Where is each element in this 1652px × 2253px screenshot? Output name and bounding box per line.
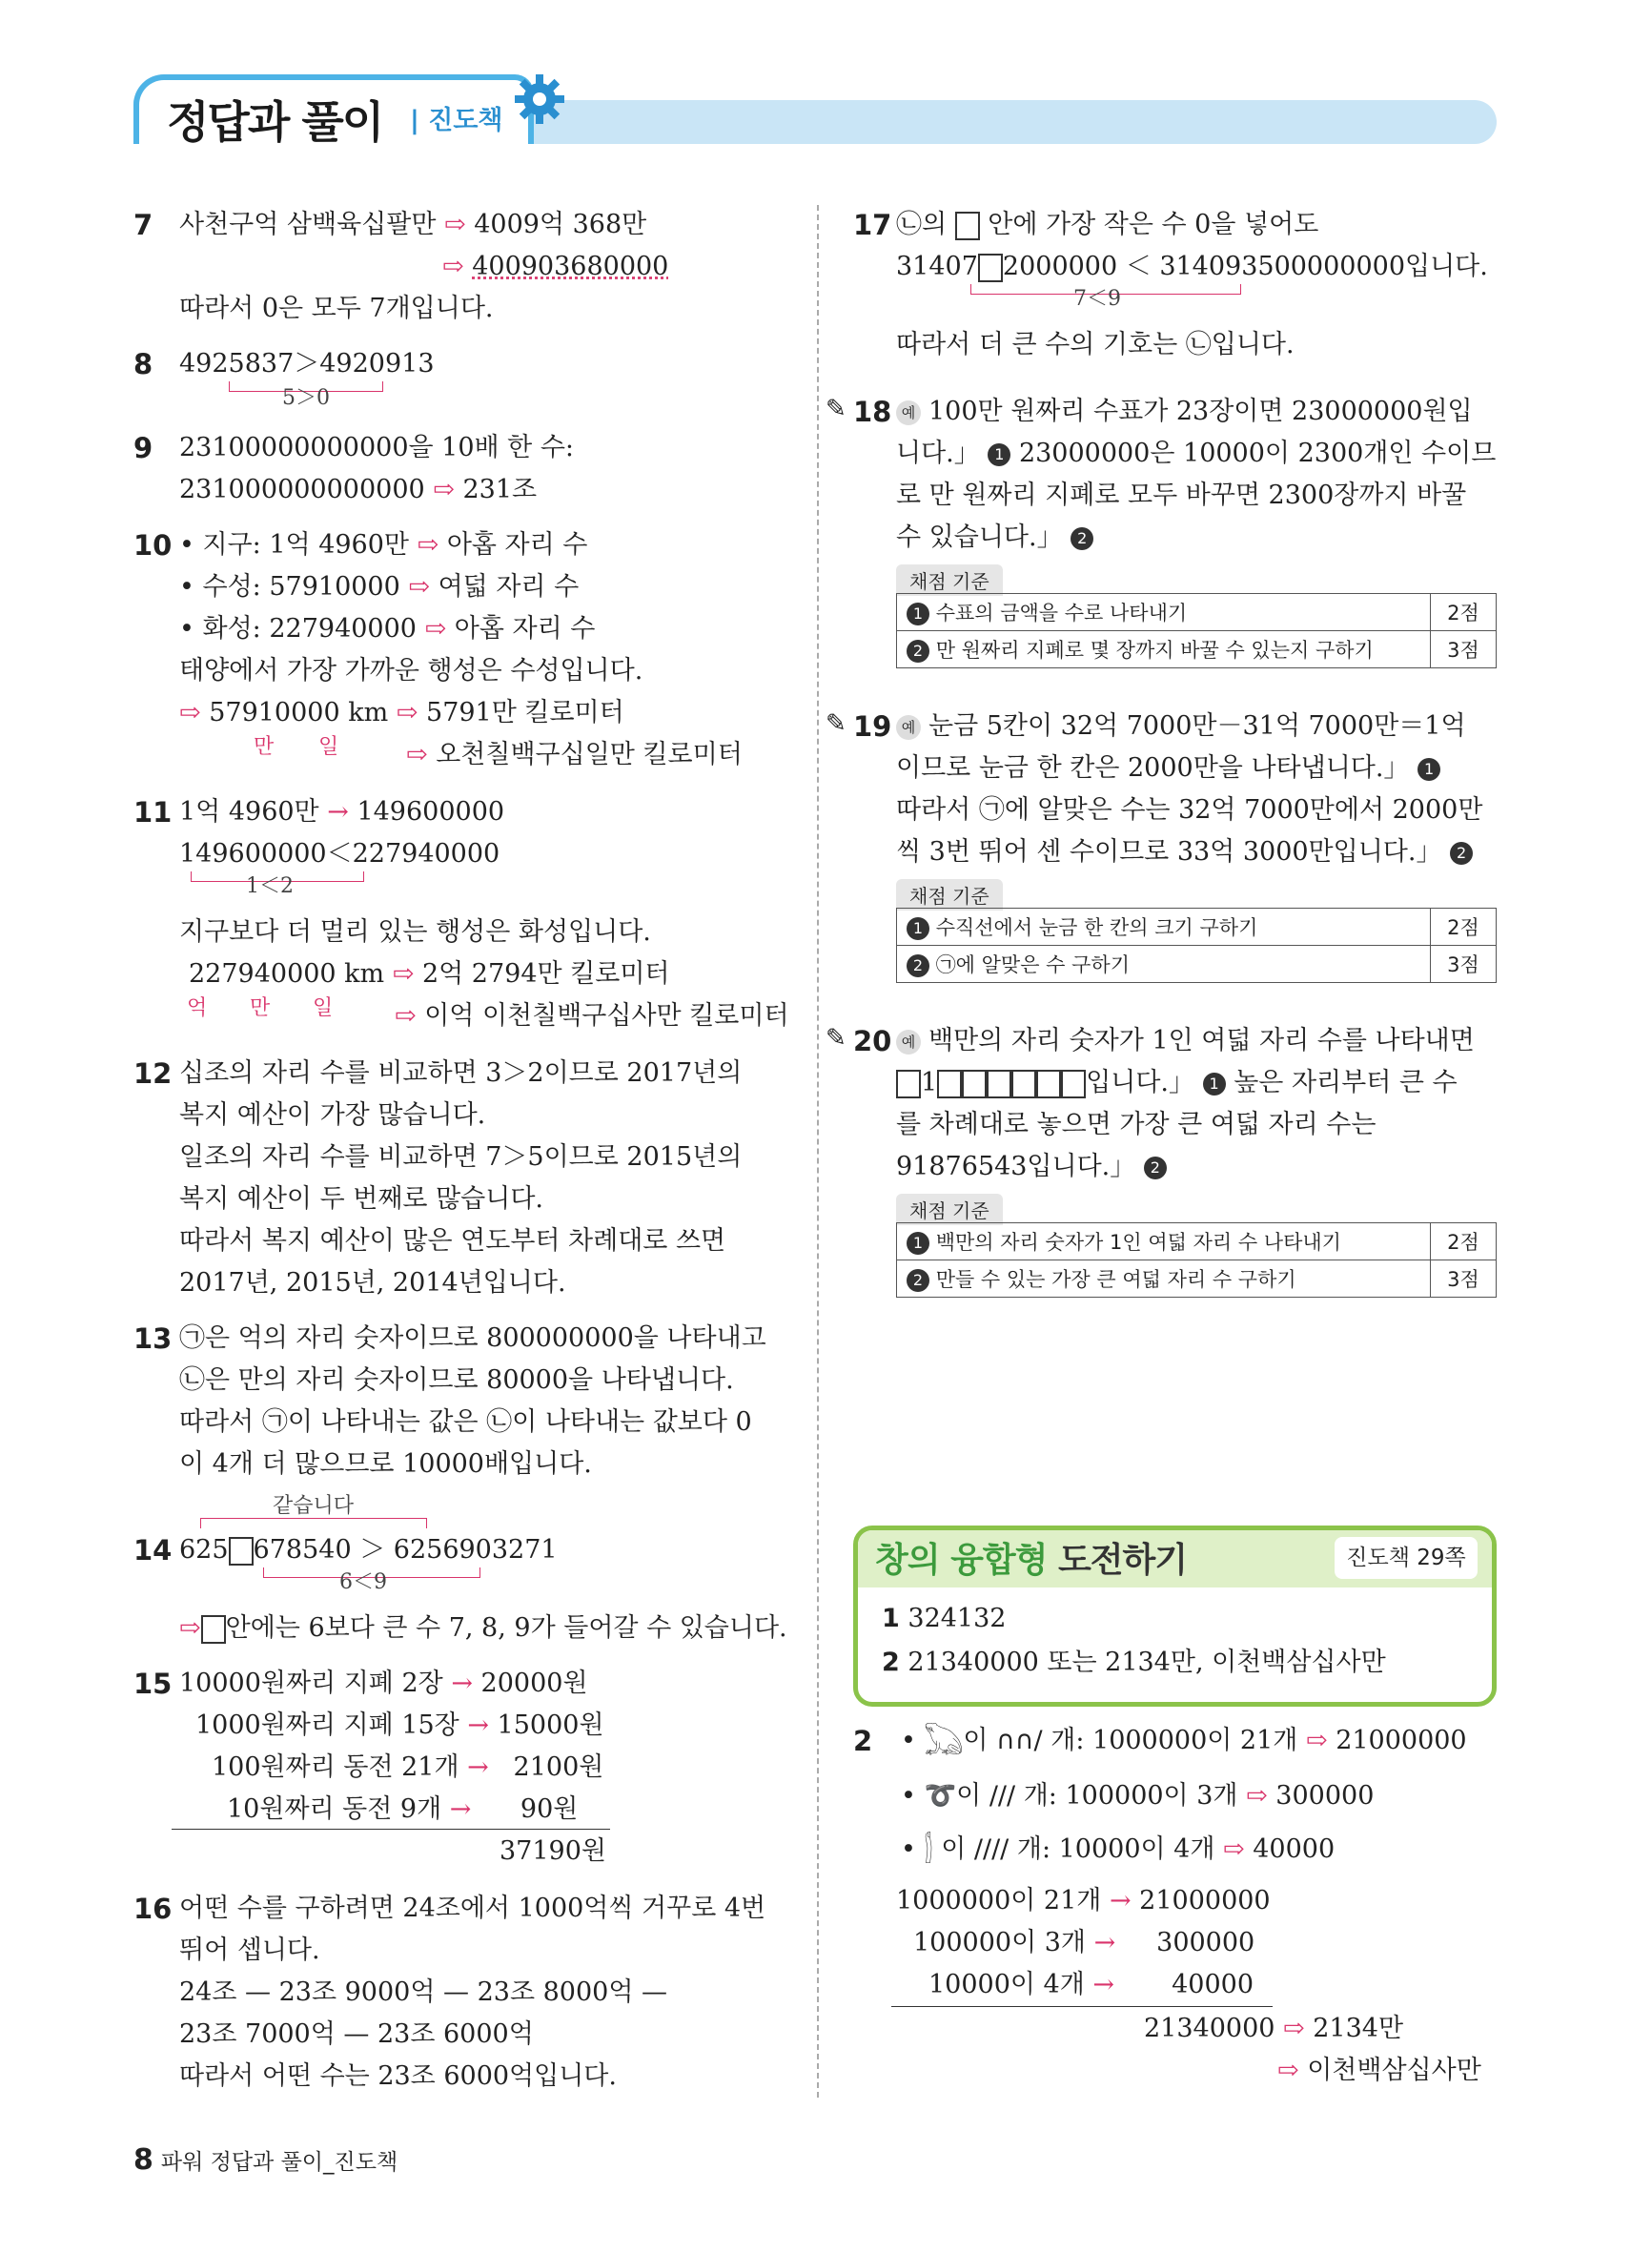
- q19-line1: 예 눈금 5칸이 32억 7000만－31억 7000만＝1억: [896, 706, 1466, 748]
- table-row: 1 수표의 금액을 수로 나타내기 2점: [897, 594, 1497, 631]
- q12-number: 12: [133, 1057, 173, 1090]
- q20-criteria-tag: 채점 기준: [896, 1194, 1003, 1225]
- gear-icon: [513, 72, 566, 126]
- q11-note-il: 일: [313, 996, 334, 1020]
- q11-line1: 1억 4960만 → 149600000: [179, 797, 505, 827]
- q20-line2: 1 입니다.」 1 높은 자리부터 큰 수: [896, 1062, 1458, 1104]
- blank-box: [955, 212, 980, 240]
- page-footer: 8 파워 정답과 풀이_진도책: [133, 2143, 398, 2177]
- q11-note-eok: 억: [187, 996, 208, 1020]
- challenge-title: 창의 융합형 도전하기: [875, 1541, 1188, 1580]
- step-2-icon: 2: [1071, 527, 1093, 550]
- c2-number: 2: [853, 1725, 873, 1757]
- q18-criteria-tag: 채점 기준: [896, 564, 1003, 596]
- q16-line2: 뛰어 셉니다.: [179, 1936, 320, 1965]
- q16-line4: 23조 7000억 — 23조 6000억: [179, 2019, 534, 2049]
- challenge-ref: 진도책 29쪽: [1335, 1537, 1478, 1579]
- q12-line5: 따라서 복지 예산이 많은 연도부터 차례대로 쓰면: [179, 1226, 726, 1256]
- q10-note-man: 만: [254, 735, 275, 759]
- q11-line3: 지구보다 더 멀리 있는 행성은 화성입니다.: [179, 917, 651, 947]
- q7-line2: ⇨ 400903680000: [442, 252, 669, 281]
- q7-number: 7: [133, 209, 153, 241]
- q16-number: 16: [133, 1893, 173, 1925]
- q10-number: 10: [133, 529, 173, 562]
- q11-line2: 149600000＜227940000: [179, 839, 500, 869]
- c2-row3: • 𓂭 이 //// 개: 10000이 4개 ⇨ 40000: [901, 1834, 1336, 1864]
- q11-line4: 227940000 km ⇨ 2억 2794만 킬로미터: [189, 959, 670, 989]
- q20-number: 20: [853, 1025, 892, 1057]
- pencil-icon: ✎: [826, 395, 846, 423]
- q8-number: 8: [133, 348, 153, 380]
- q15-total: 37190원: [500, 1836, 606, 1866]
- q10-line1: • 지구: 1억 4960만 ⇨ 아홉 자리 수: [179, 530, 588, 560]
- table-row: 2 ㉠에 알맞은 수 구하기 3점: [897, 946, 1497, 983]
- challenge-answer-1: 1 324132: [882, 1604, 1007, 1633]
- q20-criteria-table: [896, 1222, 1497, 1298]
- q9-line2: 231000000000000 ⇨ 231조: [179, 475, 538, 504]
- blank-box: [201, 1615, 226, 1644]
- q19-line2: 이므로 눈금 한 칸은 2000만을 나타냅니다.」 1: [896, 748, 1440, 789]
- q8-note: 5＞0: [282, 386, 330, 410]
- q18-line2: 니다.」 1 23000000은 10000이 2300개인 수이므: [896, 439, 1497, 468]
- page-title: 정답과 풀이: [167, 96, 383, 148]
- q15-sum-line: [172, 1829, 610, 1830]
- q10-line2: • 수성: 57910000 ⇨ 여덟 자리 수: [179, 572, 580, 602]
- q18-line4: 수 있습니다.」 2: [896, 517, 1093, 559]
- q11-note: 1＜2: [246, 874, 294, 898]
- c2-sum1: 1000000이 21개 → 21000000: [896, 1886, 1271, 1915]
- pencil-icon: ✎: [826, 1024, 846, 1053]
- tadpole-icon: 𓆏: [924, 1726, 964, 1755]
- q8-line1: 4925837＞4920913: [179, 349, 435, 379]
- q13-line4: 이 4개 더 많으므로 10000배입니다.: [179, 1449, 592, 1479]
- q12-line4: 복지 예산이 두 번째로 많습니다.: [179, 1184, 543, 1214]
- q10-line5: ⇨ 57910000 km ⇨ 5791만 킬로미터: [179, 698, 624, 727]
- q17-line1: ㉡의 안에 가장 작은 수 0을 넣어도: [896, 210, 1319, 239]
- q11-line5: ⇨ 이억 이천칠백구십사만 킬로미터: [395, 1001, 789, 1031]
- table-row: 1 수직선에서 눈금 한 칸의 크기 구하기 2점: [897, 909, 1497, 946]
- q10-line3: • 화성: 227940000 ⇨ 아홉 자리 수: [179, 614, 596, 644]
- q19-line3: 따라서 ㉠에 알맞은 수는 32억 7000만에서 2000만: [896, 795, 1483, 825]
- q14-line2: ⇨ 안에는 6보다 큰 수 7, 8, 9가 들어갈 수 있습니다.: [179, 1613, 787, 1643]
- q13-number: 13: [133, 1322, 173, 1355]
- challenge-answer-2: 2 21340000 또는 2134만, 이천백삼십사만: [882, 1648, 1386, 1677]
- q16-line1: 어떤 수를 구하려면 24조에서 1000억씩 거꾸로 4번: [179, 1894, 766, 1923]
- q15-row2: 1000원짜리 지폐 15장 → 15000원: [195, 1710, 604, 1740]
- q13-line1: ㉠은 억의 자리 숫자이므로 800000000을 나타내고: [179, 1323, 766, 1353]
- q12-line2: 복지 예산이 가장 많습니다.: [179, 1100, 486, 1130]
- q18-line3: 로 만 원짜리 지폐로 모두 바꾸면 2300장까지 바꿀: [896, 481, 1467, 510]
- column-divider: [817, 205, 819, 2098]
- q20-line3: 를 차례대로 놓으면 가장 큰 여덟 자리 수는: [896, 1110, 1377, 1139]
- q15-row3: 100원짜리 동전 21개 → 2100원: [212, 1752, 604, 1782]
- q14-number: 14: [133, 1534, 173, 1567]
- c2-sum-line: [891, 2006, 1273, 2007]
- q12-line1: 십조의 자리 수를 비교하면 3＞2이므로 2017년의: [179, 1058, 743, 1088]
- rope-icon: ➰: [924, 1781, 957, 1811]
- page-subtitle: | 진도책: [410, 106, 503, 135]
- q15-row1: 10000원짜리 지폐 2장 → 20000원: [179, 1669, 588, 1698]
- c2-answer-words: ⇨ 이천백삼십사만: [1277, 2056, 1481, 2085]
- q11-note-man: 만: [250, 996, 271, 1020]
- c2-row1: • 𓆏이 ∩∩/ 개: 1000000이 21개 ⇨ 21000000: [901, 1726, 1467, 1755]
- q13-line2: ㉡은 만의 자리 숫자이므로 80000을 나타냅니다.: [179, 1365, 734, 1395]
- q7-line1: 사천구억 삼백육십팔만 ⇨ 4009억 368만: [179, 210, 647, 239]
- q10-line4: 태양에서 가장 가까운 행성은 수성입니다.: [179, 656, 643, 686]
- q15-number: 15: [133, 1668, 173, 1700]
- q15-row4: 10원짜리 동전 9개 → 90원: [227, 1794, 579, 1824]
- q7-line3: 따라서 0은 모두 7개입니다.: [179, 294, 494, 323]
- q14-note: 6＜9: [339, 1570, 387, 1594]
- finger-icon: 𓂭: [924, 1834, 933, 1864]
- q9-line1: 23100000000000을 10배 한 수:: [179, 433, 575, 462]
- table-row: 2 만들 수 있는 가장 큰 여덟 자리 수 구하기 3점: [897, 1260, 1497, 1298]
- q19-criteria-table: [896, 908, 1497, 983]
- q16-line3: 24조 — 23조 9000억 — 23조 8000억 —: [179, 1977, 667, 2007]
- q12-line6: 2017년, 2015년, 2014년입니다.: [179, 1268, 566, 1298]
- q9-number: 9: [133, 432, 153, 464]
- q14-line1: 625 678540 ＞ 6256903271: [179, 1535, 558, 1565]
- q16-line5: 따라서 어떤 수는 23조 6000억입니다.: [179, 2061, 617, 2091]
- q19-line4: 씩 3번 뛰어 센 수이므로 33억 3000만입니다.」 2: [896, 831, 1473, 873]
- q10-note-il: 일: [318, 735, 339, 759]
- q14-top-note: 같습니다: [273, 1494, 355, 1518]
- q13-line3: 따라서 ㉠이 나타내는 값은 ㉡이 나타내는 값보다 0: [179, 1407, 752, 1437]
- pencil-icon: ✎: [826, 709, 846, 738]
- q17-line2: 31407 2000000 ＜ 314093500000000입니다.: [896, 252, 1488, 281]
- c2-sum2: 100000이 3개 → 300000: [913, 1928, 1255, 1957]
- q19-number: 19: [853, 710, 892, 743]
- q17-number: 17: [853, 209, 892, 241]
- table-row: 2 만 원짜리 지폐로 몇 장까지 바꿀 수 있는지 구하기 3점: [897, 631, 1497, 668]
- q18-criteria-table: [896, 593, 1497, 668]
- c2-sum3: 10000이 4개 → 40000: [928, 1970, 1254, 1999]
- q18-line1: 예 100만 원짜리 수표가 23장이면 23000000원입: [896, 391, 1473, 433]
- c2-row2: • ➰이 /// 개: 100000이 3개 ⇨ 300000: [901, 1781, 1375, 1811]
- step-1-icon: 1: [988, 443, 1010, 466]
- blank-box: [978, 254, 1003, 282]
- q11-number: 11: [133, 796, 173, 829]
- table-row: 1 백만의 자리 숫자가 1인 여덟 자리 수 나타내기 2점: [897, 1223, 1497, 1260]
- q17-line3: 따라서 더 큰 수의 기호는 ㉡입니다.: [896, 330, 1295, 359]
- q10-line6: ⇨ 오천칠백구십일만 킬로미터: [406, 740, 743, 769]
- q20-line4: 91876543입니다.」 2: [896, 1146, 1167, 1188]
- q18-number: 18: [853, 396, 892, 428]
- q20-line1: 예 백만의 자리 숫자가 1인 여덟 자리 수를 나타내면: [896, 1020, 1475, 1062]
- c2-total: 21340000 ⇨ 2134만: [1144, 2014, 1404, 2043]
- q17-note: 7＜9: [1073, 287, 1121, 311]
- blank-box: [229, 1537, 254, 1566]
- q12-line3: 일조의 자리 수를 비교하면 7＞5이므로 2015년의: [179, 1142, 743, 1172]
- q14-top-bracket: [200, 1518, 427, 1528]
- q19-criteria-tag: 채점 기준: [896, 879, 1003, 911]
